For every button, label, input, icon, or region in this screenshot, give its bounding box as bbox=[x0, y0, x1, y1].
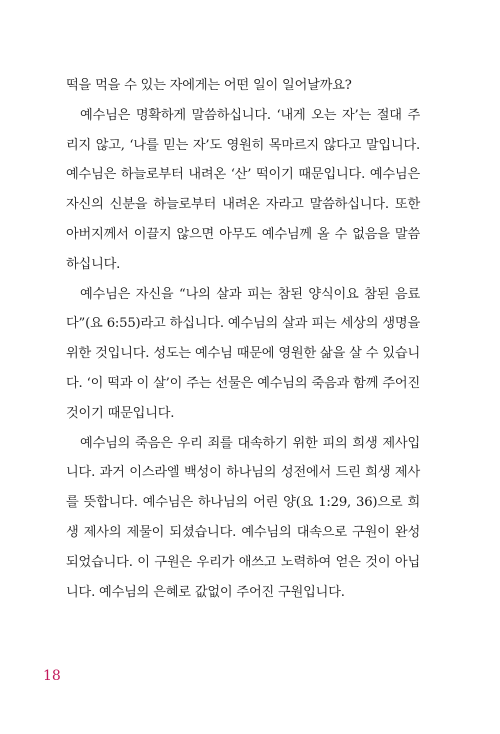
paragraph: 예수님은 명확하게 말씀하십니다. ‘내게 오는 자’는 절대 주리지 않고, ‘나를 믿는 자’도 영원히 목마르지 않다고 말입니다. 예수님은 하늘로부터 내려온 ‘산’ 떡이기 때문입니다. 예수님은 자신의 신분을 하늘로부터 내려온 자라고 말씀하십니다. 또한 아버지께서 이끌지 않으면 아무도 예수님께 올 수 없음을 말씀하십니다. bbox=[66, 107, 420, 272]
body-text bbox=[66, 71, 420, 607]
paragraph-continuation: 떡을 먹을 수 있는 자에게는 어떤 일이 일어날까요? bbox=[66, 78, 352, 93]
page-number: 18 bbox=[43, 668, 61, 684]
paragraph: 예수님은 자신을 “나의 살과 피는 참된 양식이요 참된 음료다”(요 6:55)라고 하십니다. 예수님의 살과 피는 세상의 생명을 위한 것입니다. 성도는 예수님 때문에 영원한 삶을 살 수 있습니다. ‘이 떡과 이 살’이 주는 선물은 예수님의 죽음과 함께 주어진 것이기 때문입니다. bbox=[66, 286, 420, 421]
paragraph: 예수님의 죽음은 우리 죄를 대속하기 위한 피의 희생 제사입니다. 과거 이스라엘 백성이 하나님의 성전에서 드린 희생 제사를 뜻합니다. 예수님은 하나님의 어린 양(요 1:29, 36)으로 희생 제사의 제물이 되셨습니다. 예수님의 대속으로 구원이 완성되었습니다. 이 구원은 우리가 애쓰고 노력하여 얻은 것이 아닙니다. 예수님의 은혜로 값없이 주어진 구원입니다. bbox=[66, 435, 420, 600]
